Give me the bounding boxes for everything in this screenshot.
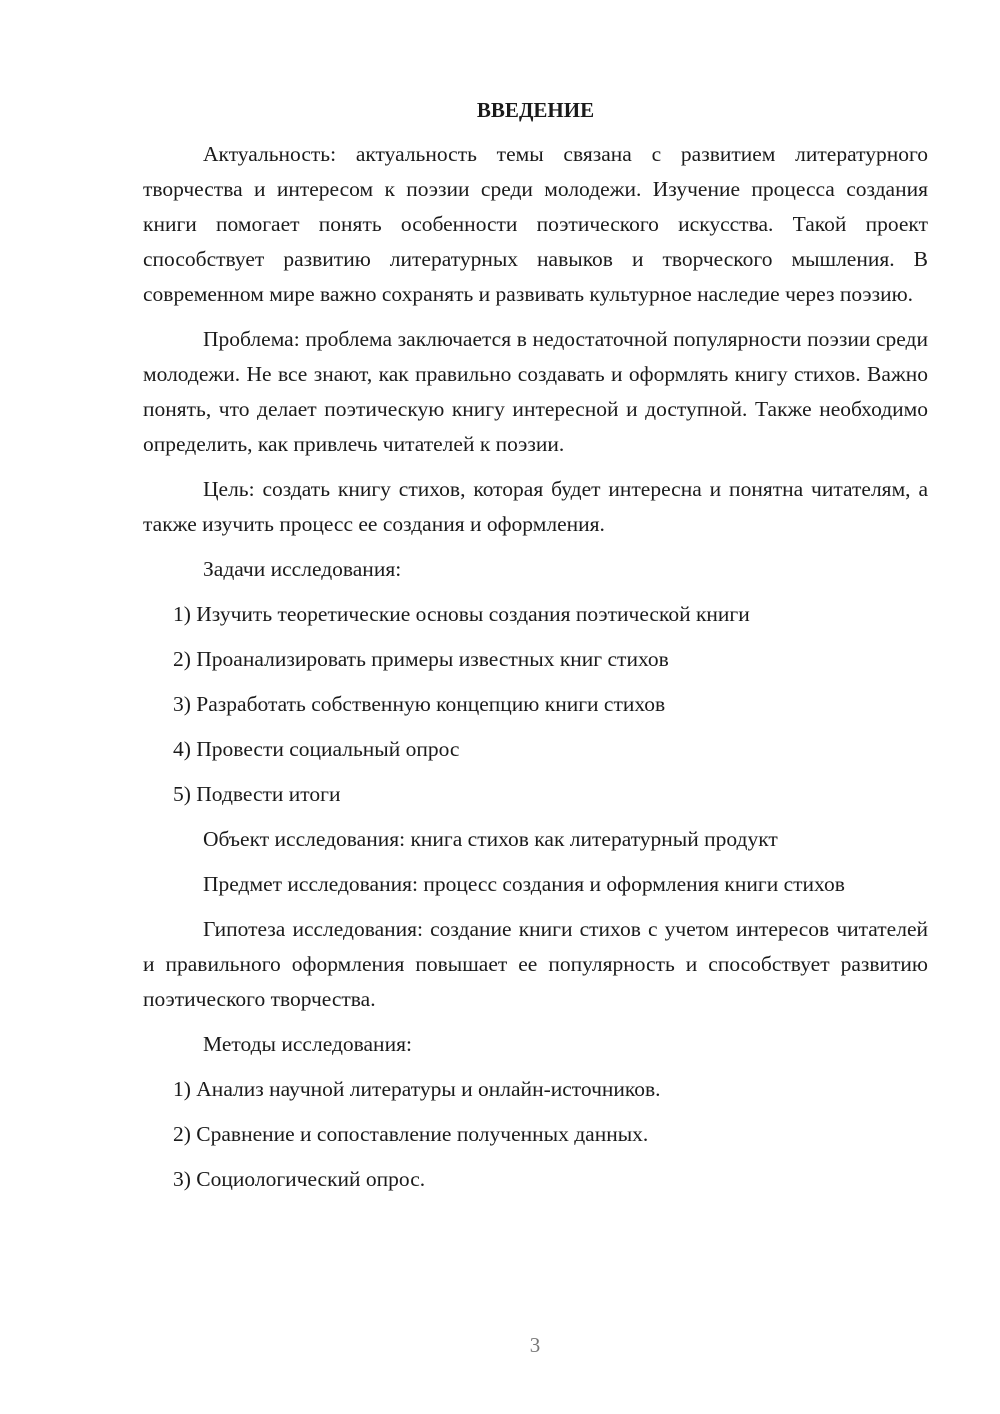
page-number: 3 [529, 1333, 541, 1357]
task-item-2: 2) Проанализировать примеры известных книг стихов [173, 647, 669, 671]
method-item-2: 2) Сравнение и сопоставление полученных данных. [173, 1122, 649, 1146]
task-item-3: 3) Разработать собственную концепцию книги стихов [173, 692, 666, 716]
page-title: ВВЕДЕНИЕ [476, 98, 595, 122]
task-item-5: 5) Подвести итоги [173, 782, 341, 806]
methods-heading: Методы исследования: [203, 1032, 412, 1056]
task-item-1: 1) Изучить теоретические основы создания поэтической книги [173, 602, 750, 626]
task-item-4: 4) Провести социальный опрос [173, 737, 460, 761]
document-page [143, 95, 928, 1207]
goal-paragraph: Цель: создать книгу стихов, которая будет интересна и понятна читателям, а также изучить процесс ее создания и оформления. [143, 477, 928, 536]
tasks-heading: Задачи исследования: [203, 557, 402, 581]
subject-paragraph: Предмет исследования: процесс создания и оформления книги стихов [203, 872, 845, 896]
object-paragraph: Объект исследования: книга стихов как литературный продукт [203, 827, 778, 851]
method-item-1: 1) Анализ научной литературы и онлайн-источников. [173, 1077, 661, 1101]
relevance-paragraph: Актуальность: актуальность темы связана с развитием литературного творчества и интересом к поэзии среди молодежи. Изучение процесса создания книги помогает понять особенности поэтического искусства. Такой проект способствует развитию литературных навыков и творческого мышления. В современном мире важно сохранять и развивать культурное наследие через поэзию. [143, 142, 928, 306]
method-item-3: 3) Социологический опрос. [173, 1167, 426, 1191]
hypothesis-paragraph: Гипотеза исследования: создание книги стихов с учетом интересов читателей и правильного оформления повышает ее популярность и способствует развитию поэтического творчества. [143, 917, 928, 1011]
problem-paragraph: Проблема: проблема заключается в недостаточной популярности поэзии среди молодежи. Не все знают, как правильно создавать и оформлять книгу стихов. Важно понять, что делает поэтическую книгу интересной и доступной. Также необходимо определить, как привлечь читателей к поэзии. [143, 327, 928, 456]
